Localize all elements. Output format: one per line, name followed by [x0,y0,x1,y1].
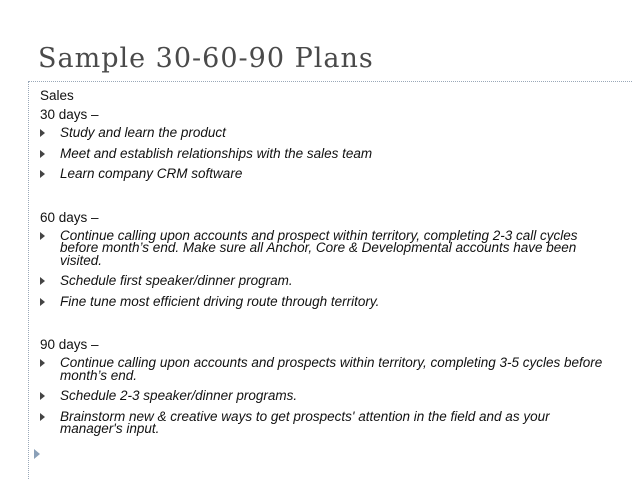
role-label: Sales [40,88,74,103]
list-item [40,227,610,268]
list-item [40,275,610,288]
list-item-text: Learn company CRM software [60,166,243,181]
list-item [40,357,610,382]
section-heading-90-days: 90 days – [40,337,99,352]
triangle-bullet-icon [40,150,45,158]
triangle-bullet-icon [40,413,45,421]
section-30-days-list [40,127,610,181]
triangle-marker-icon [34,449,40,459]
section-spacer [40,189,610,208]
triangle-bullet-icon [40,232,45,240]
triangle-bullet-icon [40,277,45,285]
list-item-text: Study and learn the product [60,125,226,140]
triangle-bullet-icon [40,392,45,400]
slide-content [40,86,610,444]
section-heading-30-days: 30 days – [40,107,99,122]
list-item [40,293,610,309]
list-item [40,145,610,161]
list-item-text: Fine tune most efficient driving route through territory. [60,293,380,309]
list-item [40,390,610,403]
slide-title: Sample 30-60-90 Plans [38,43,374,74]
left-divider [28,81,29,479]
triangle-bullet-icon [40,359,45,367]
section-90-days-list [40,357,610,436]
list-item-text: Schedule 2-3 speaker/dinner programs. [60,388,298,403]
section-heading-60-days: 60 days – [40,209,99,225]
list-item-text: Brainstorm new & creative ways to get prospects' attention in the field and as your manager's input. [60,408,550,436]
title-divider [28,81,632,82]
list-item-text: Schedule first speaker/dinner program. [60,273,293,288]
section-spacer [40,316,610,335]
triangle-bullet-icon [40,129,45,137]
list-item-text: Meet and establish relationships with the sales team [60,145,373,161]
section-60-days-list [40,227,610,309]
list-item [40,127,610,140]
list-item-text: Continue calling upon accounts and prospects within territory, completing 3-5 cycles before month’s end. [60,355,603,383]
list-item-text: Continue calling upon accounts and prospect within territory, completing 2-3 call cycles before month’s end. Make sure all Anchor, Core & Developmental accounts have been visited. [60,227,578,268]
list-item [40,408,610,436]
triangle-bullet-icon [40,170,45,178]
triangle-bullet-icon [40,298,45,306]
list-item [40,168,610,181]
